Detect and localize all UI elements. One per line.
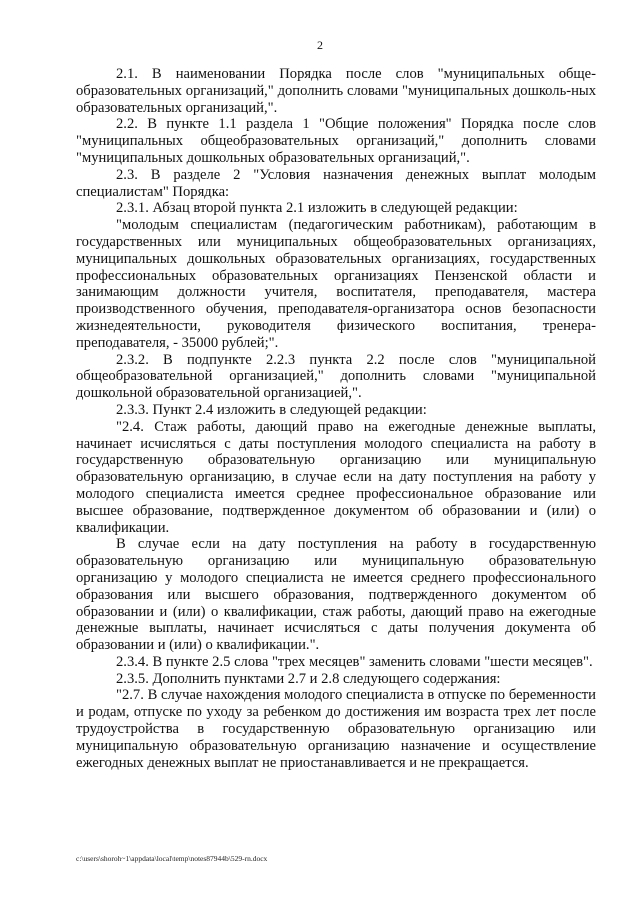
paragraph-quote-2-4: "2.4. Стаж работы, дающий право на ежегодные денежные выплаты, начинает исчисляться с даты поступления молодого специалиста на работу в государственную образовательную организацию или муниципальную образовательную организацию, в случае если на дату поступления на работу у молодого специалиста имеется среднее профессиональное образование или высшее образование, подтвержденное документом об образовании и (или) о квалификации. — [76, 418, 596, 536]
paragraph-2-3-4: 2.3.4. В пункте 2.5 слова "трех месяцев" заменить словами "шести месяцев". — [116, 653, 593, 670]
paragraph-quote-specialists: "молодым специалистам (педагогическим работникам), работающим в государственных или муниципальных общеобразовательных организациях, муниципальных дошкольных образовательных организациях, государственных профессиональных образовательных организациях Пензенской области и занимающим должности учителя, воспитателя, преподавателя, мастера производственного обучения, преподавателя-организатора основ безопасности жизнедеятельности, руководителя физического воспитания, тренера-преподавателя, - 35000 рублей;". — [76, 217, 596, 351]
footer-file-path: c:\users\shoroh~1\appdata\local\temp\notes87944b\529-rn.docx — [76, 854, 268, 863]
paragraph-quote-2-7: "2.7. В случае нахождения молодого специалиста в отпуске по беременности и родам, отпуске по уходу за ребенком до достижения им возраста трех лет после трудоустройства в государственную образовательную организацию или муниципальную образовательную организацию назначение и осуществление ежегодных денежных выплат не приостанавливается и не прекращается. — [76, 687, 596, 771]
paragraph-2-3-1: 2.3.1. Абзац второй пункта 2.1 изложить в следующей редакции: — [116, 200, 518, 217]
paragraph-2-3-2: 2.3.2. В подпункте 2.2.3 пункта 2.2 после слов "муниципальной общеобразовательной организацией," дополнить словами "муниципальной дошкольной образовательной организацией,". — [76, 351, 596, 402]
page-number: 2 — [317, 38, 323, 52]
paragraph-2-1: 2.1. В наименовании Порядка после слов "муниципальных обще-образовательных организаций," дополнить словами "муниципальных дошколь-ных образовательных организаций,". — [76, 66, 596, 116]
document-body — [76, 66, 596, 771]
paragraph-2-3-5: 2.3.5. Дополнить пунктами 2.7 и 2.8 следующего содержания: — [116, 670, 501, 687]
paragraph-2-2: 2.2. В пункте 1.1 раздела 1 "Общие положения" Порядка после слов "муниципальных общеобразовательных организаций," дополнить словами "муниципальных дошкольных образовательных организаций,". — [76, 116, 596, 166]
paragraph-2-3: 2.3. В разделе 2 "Условия назначения денежных выплат молодым специалистам" Порядка: — [76, 166, 596, 200]
paragraph-2-3-3: 2.3.3. Пункт 2.4 изложить в следующей редакции: — [116, 401, 427, 418]
paragraph-quote-2-4-cont: В случае если на дату поступления на работу в государственную образовательную организацию или муниципальную образовательную организацию у молодого специалиста не имеется среднего профессионального образования или высшего образования, подтвержденного документом об образовании и (или) о квалификации, стаж работы, дающий право на ежегодные денежные выплаты, начинает исчисляться с даты получения документа об образовании и (или) о квалификации.". — [76, 536, 596, 654]
